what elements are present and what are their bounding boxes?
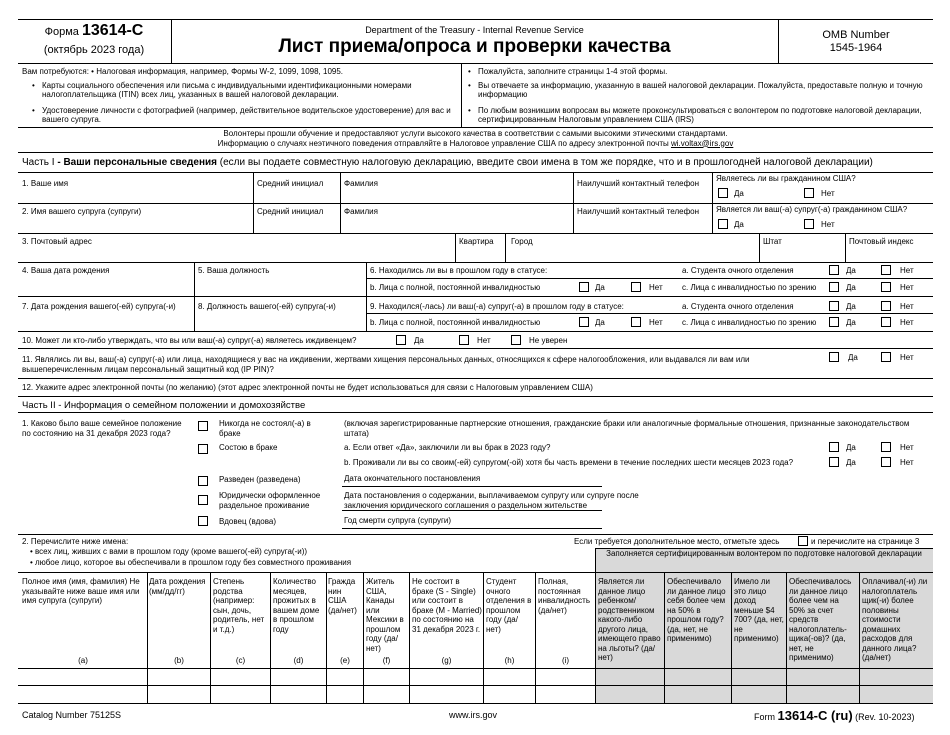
q12-email: 12. Укажите адрес электронной почты (по желанию) (этот адрес электронной почты не будет использоваться для связи с Налоговым управлением США) [22, 383, 593, 392]
yes-label: Да [846, 302, 856, 311]
no-label: Нет [900, 302, 914, 311]
no-label: Нет [821, 220, 835, 229]
married-label: Состою в браке [219, 443, 278, 452]
yes-label: Да [414, 336, 424, 345]
q11-yes-checkbox[interactable] [829, 352, 839, 362]
unsure-label: Не уверен [529, 336, 568, 345]
col-letter: (i) [561, 656, 570, 665]
no-label: Нет [900, 353, 914, 362]
no-label: Нет [649, 318, 663, 327]
separated-label: Юридически оформленное раздельное проживание [219, 491, 321, 510]
extra-space-checkbox[interactable] [798, 536, 808, 546]
widowed-label: Вдовец (вдова) [219, 517, 276, 526]
footer-form-id: Form 13614-C (ru) (Rev. 10-2023) [754, 708, 915, 723]
city-label: Город [511, 237, 533, 246]
citizen-spouse-no-checkbox[interactable] [804, 219, 814, 229]
household-criteria-1: • всех лиц, живших с вами в прошлом году (кроме вашего(-ей) супруга(-и)) [30, 547, 308, 556]
instruction-item: • Пожалуйста, заполните страницы 1-4 этой формы. [466, 67, 926, 77]
col-disability: Полная, постоянная инвалидность (да/нет) [538, 577, 590, 615]
yes-label: Да [846, 266, 856, 275]
divorced-label: Разведен (разведена) [219, 475, 301, 484]
q9b-disabled: b. Лица с полной, постоянной инвалидностью [370, 318, 541, 327]
q10-yes-checkbox[interactable] [396, 335, 406, 345]
q11-identity-theft: 11. Являлись ли вы, ваш(-а) супруг(-а) или лица, находящиеся у вас на иждивении, жертвами хищения персональных данных, относящихся к сфере налогообложения, или выдавался ли вам или вышеперечисленным лицам персональный защитный код (IP PIN)? [22, 355, 750, 374]
yes-label: Да [595, 318, 605, 327]
department: Department of the Treasury - Internal Revenue Service [365, 25, 584, 35]
phone-label: Наилучший контактный телефон [577, 207, 700, 216]
never-married-label: Никогда не состоял(-а) в браке [219, 419, 311, 438]
no-label: Нет [900, 283, 914, 292]
separation-date-label: Дата постановления о содержании, выплачиваемом супругу или супруге после заключения юридического соглашения о раздельном жительстве [344, 491, 639, 510]
yes-label: Да [846, 318, 856, 327]
q9a-yes-checkbox[interactable] [829, 301, 839, 311]
col-letter: (h) [504, 656, 515, 665]
form-label-block [18, 22, 170, 56]
form-label: Форма [44, 26, 79, 38]
married-2023-question: a. Если ответ «Да», заключили ли вы брак в 2023 году? [344, 443, 551, 452]
citizen-spouse-label: Является ли ваш(-а) супруг(-а) гражданином США? [716, 205, 908, 214]
q6a-student: a. Студента очного отделения [682, 266, 794, 275]
q6a-yes-checkbox[interactable] [829, 265, 839, 275]
col-letter: (g) [441, 656, 452, 665]
need-item: • Карты социального обеспечения или письма с индивидуальными идентификационными номерами налогоплательщика (ITIN) всех лиц, указанных в вашей налоговой декларации. [30, 81, 462, 100]
q9b-yes-checkbox[interactable] [579, 317, 589, 327]
q4-birthdate: 4. Ваша дата рождения [22, 266, 110, 275]
yes-label: Да [846, 443, 856, 452]
q5-occupation: 5. Ваша должность [198, 266, 270, 275]
col-self-support: Обеспечивало ли данное лицо себя более чем на 50% в прошлом году? (да, нет, не применимо) [667, 577, 726, 643]
q9c-yes-checkbox[interactable] [829, 317, 839, 327]
q7-spouse-birthdate: 7. Дата рождения вашего(-ей) супруга(-и) [22, 302, 176, 311]
no-label: Нет [900, 266, 914, 275]
col-taxpayer-support: Обеспечивалось ли данное лицо более чем на 50% за счет средств налогоплатель-щика(-ов)? (да, нет, не применимо) [789, 577, 852, 662]
married-b-yes-checkbox[interactable] [829, 457, 839, 467]
col-qualifying-child: Является ли данное лицо ребенком/ родственником какого-либо другого лица, имеющего право на льготы? (да/ нет) [598, 577, 661, 662]
instruction-item: • Вы отвечаете за информацию, указанную в вашей налоговой декларации. Пожалуйста, предоставьте полную и точную информацию [466, 81, 926, 100]
col-letter: (d) [293, 656, 304, 665]
needs-heading: Вам потребуются: • Налоговая информация, например, Формы W-2, 1099, 1098, 1095. [22, 67, 344, 76]
q10-no-checkbox[interactable] [459, 335, 469, 345]
yes-label: Да [734, 220, 744, 229]
extra-space-label-2: и перечислите на странице 3 [811, 537, 920, 546]
col-letter: (a) [78, 656, 88, 665]
no-label: Нет [649, 283, 663, 292]
q6c-yes-checkbox[interactable] [829, 282, 839, 292]
page-title: Лист приема/опроса и проверки качества [278, 36, 671, 57]
no-label: Нет [900, 458, 914, 467]
catalog-number: Catalog Number 75125S [22, 710, 122, 720]
spouse-death-year-label: Год смерти супруга (супруги) [344, 516, 452, 525]
col-student: Студент очного отделения в прошлом году (да/ нет) [486, 577, 532, 634]
col-birthdate: Дата рождения (мм/дд/гг) [149, 577, 206, 596]
q10-dependent: 10. Может ли кто-либо утверждать, что вы или ваш(-а) супруг(-а) являетесь иждивенцем? [22, 336, 357, 345]
q1-your-name: 1. Ваше имя [22, 179, 69, 188]
form-date: (октябрь 2023 года) [43, 44, 145, 56]
col-relationship: Степень родства (например: сын, дочь, родитель, нет и т.д.) [213, 577, 265, 634]
citizen-you-no-checkbox[interactable] [804, 188, 814, 198]
yes-label: Да [848, 353, 858, 362]
certified-volunteer-note: Заполняется сертифицированным волонтером по подготовке налоговой декларации [606, 549, 922, 558]
citizen-you-label: Являетесь ли вы гражданином США? [716, 174, 856, 183]
marital-question: 1. Каково было ваше семейное положение по состоянию на 31 декабря 2023 года? [22, 419, 182, 438]
married-checkbox[interactable] [198, 444, 208, 454]
instruction-item: • По любым возникшим вопросам вы можете проконсультироваться с волонтером по подготовке налоговой декларации, сертифицированным Налоговым управлением США (IRS) [466, 106, 926, 125]
col-household-costs: Оплачивал(-и) ли налогоплатель щик(-и) более половины стоимости домашних расходов для данного лица? (да/нет) [862, 577, 928, 662]
irs-website[interactable]: www.irs.gov [449, 710, 498, 720]
col-letter: (e) [340, 656, 350, 665]
q6b-no-checkbox[interactable] [631, 282, 641, 292]
zip-label: Почтовый индекс [849, 237, 914, 246]
no-label: Нет [900, 443, 914, 452]
divorce-date-label: Дата окончательного постановления [344, 474, 481, 483]
col-marital: Не состоит в браке (S - Single) или состоит в браке (M - Married) по состоянию на 31 декабря 2023 г. [412, 577, 482, 634]
col-resident: Житель США, Канады или Мексики в прошлом году (да/ нет) [366, 577, 404, 653]
col-full-name: Полное имя (имя, фамилия) Не указывайте ниже ваше имя или имя супруга (супруги) [22, 577, 140, 605]
middle-initial-label: Средний инициал [257, 179, 324, 188]
need-item: • Удостоверение личности с фотографией (например, действительное водительское удостоверение) для вас и вашего супруга. [30, 106, 462, 125]
q6b-yes-checkbox[interactable] [579, 282, 589, 292]
col-letter: (c) [235, 656, 246, 665]
q9a-no-checkbox[interactable] [881, 301, 891, 311]
state-label: Штат [763, 237, 782, 246]
lived-with-spouse-question: b. Проживали ли вы со своим(-ей) супругом(-ой) хотя бы часть времени в течение последних шести месяцев 2023 года? [344, 458, 794, 467]
no-label: Нет [477, 336, 491, 345]
q9a-student: a. Студента очного отделения [682, 302, 794, 311]
citizen-spouse-yes-checkbox[interactable] [718, 219, 728, 229]
yes-label: Да [846, 458, 856, 467]
col-months: Количество месяцев, прожитых в вашем доме в прошлом году [273, 577, 320, 634]
col-letter: (f) [382, 656, 391, 665]
q9c-no-checkbox[interactable] [881, 317, 891, 327]
form-number: 13614-C [81, 22, 144, 39]
q9c-blind: c. Лица с инвалидностью по зрению [682, 318, 817, 327]
last-name-label: Фамилия [344, 207, 378, 216]
phone-label: Наилучший контактный телефон [577, 179, 700, 188]
divorced-checkbox[interactable] [198, 476, 208, 486]
last-name-label: Фамилия [344, 179, 378, 188]
separated-checkbox[interactable] [198, 495, 208, 505]
q11-no-checkbox[interactable] [881, 352, 891, 362]
q6-status: 6. Находились ли вы в прошлом году в статусе: [370, 266, 548, 275]
col-citizen: Гражда нин США (да/нет) [328, 577, 357, 615]
q9-spouse-status: 9. Находился(-лась) ли ваш(-а) супруг(-а) в прошлом году в статусе: [370, 302, 624, 311]
volunteer-note-2: Информацию о случаях неэтичного поведения отправляйте в Налоговое управление США по адресу электронной почты [217, 138, 669, 148]
household-criteria-2: • любое лицо, которое вы обеспечивали в прошлом году без совместного проживания [30, 558, 352, 567]
household-question: 2. Перечислите ниже имена: [22, 537, 129, 546]
citizen-you-yes-checkbox[interactable] [718, 188, 728, 198]
apt-label: Квартира [459, 237, 494, 246]
q6a-no-checkbox[interactable] [881, 265, 891, 275]
omb-number: 1545-1964 [829, 42, 883, 54]
volunteer-note: Волонтеры прошли обучение и предоставляют услуги высокого качества в соответствии с самыми высокими этическими стандартами. [223, 129, 728, 138]
no-label: Нет [900, 318, 914, 327]
yes-label: Да [846, 283, 856, 292]
yes-label: Да [595, 283, 605, 292]
col-income: Имело ли это лицо доход меньше $4 700? (да, нет, не применимо) [734, 577, 784, 643]
extra-space-label: Если требуется дополнительное место, отметьте здесь [574, 537, 780, 546]
no-label: Нет [821, 189, 835, 198]
q3-address: 3. Почтовый адрес [22, 237, 92, 246]
yes-label: Да [734, 189, 744, 198]
widowed-checkbox[interactable] [198, 516, 208, 526]
q9b-no-checkbox[interactable] [631, 317, 641, 327]
q6c-blind: c. Лица с инвалидностью по зрению [682, 283, 817, 292]
married-a-yes-checkbox[interactable] [829, 442, 839, 452]
q6c-no-checkbox[interactable] [881, 282, 891, 292]
middle-initial-label: Средний инициал [257, 207, 324, 216]
never-married-note: (включая зарегистрированные партнерские отношения, гражданские браки или аналогичные формальные отношения, признанные законодательством штата) [344, 419, 910, 438]
married-b-no-checkbox[interactable] [881, 457, 891, 467]
married-a-no-checkbox[interactable] [881, 442, 891, 452]
q10-unsure-checkbox[interactable] [511, 335, 521, 345]
q8-spouse-occupation: 8. Должность вашего(-ей) супруга(-и) [198, 302, 336, 311]
part1-heading: Часть I - Ваши персональные сведения (если вы подаете совместную налоговую декларацию, введите свои имена в том же порядке, что и в прошлогодней налоговой декларации) [22, 157, 873, 168]
part2-heading: Часть II - Информация о семейном положении и домохозяйстве [22, 400, 306, 411]
omb-label: OMB Number [822, 29, 890, 41]
volunteer-email-link[interactable]: wi.voltax@irs.gov [670, 138, 734, 148]
q2-spouse-name: 2. Имя вашего супруга (супруги) [22, 207, 142, 216]
q6b-disabled: b. Лица с полной, постоянной инвалидностью [370, 283, 541, 292]
col-letter: (b) [174, 656, 184, 665]
never-married-checkbox[interactable] [198, 421, 208, 431]
